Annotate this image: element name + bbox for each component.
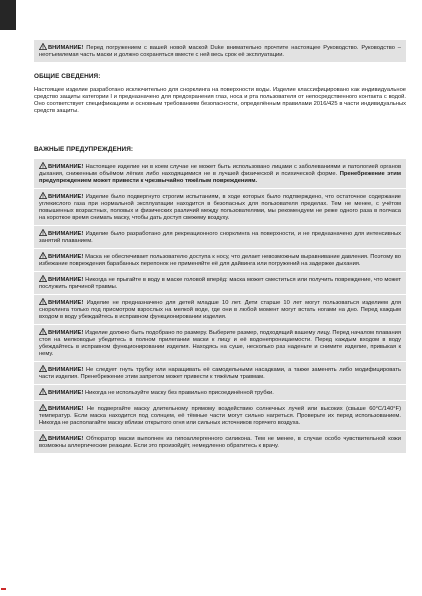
- page-corner-tab: [0, 0, 16, 30]
- warning-text: Настоящее изделие ни в коем случае не может быть использовано лицами с заболеваниями и патологией органов дыхания, сниженным объёмом лёгких либо находящимися не в лучшей физической и психической форме.: [39, 164, 401, 177]
- warning-lead: ВНИМАНИЕ!: [48, 330, 84, 336]
- warning-triangle-icon: [39, 162, 47, 169]
- intro-warning-box: [34, 40, 406, 62]
- warning-lead: ВНИМАНИЕ!: [48, 164, 84, 170]
- warning-lead: ВНИМАНИЕ!: [48, 300, 84, 306]
- warning-item: [39, 434, 401, 450]
- warning-item: [39, 275, 401, 291]
- warning-item: [39, 229, 401, 245]
- warning-item: [39, 404, 401, 427]
- warning-item: [39, 162, 401, 185]
- divider: [34, 324, 406, 325]
- divider: [34, 188, 406, 189]
- important-warnings-box: [34, 159, 406, 453]
- divider: [34, 248, 406, 249]
- warning-text: Изделие не предназначено для детей младше 10 лет. Дети старше 10 лет могут пользоваться изделием для снорклинга только под присмотром взрослых на мелкой воде, где они в любой момент могут встать ногами на дно. Перед каждым входом в воду убеждайтесь в исправном функционировании изделия.: [39, 300, 401, 320]
- divider: [34, 225, 406, 226]
- warning-triangle-icon: [39, 328, 47, 335]
- warning-triangle-icon: [39, 192, 47, 199]
- warning-triangle-icon: [39, 404, 47, 411]
- warning-item: [39, 298, 401, 321]
- warning-text: Изделие было подвергнуто строгим испытаниям, в ходе которых было подтверждено, что остаточное содержание углекислого газа при нормальной эксплуатации находится в безопасных для пользователя пределах. Тем не менее, с учётом повышенных возрастных, половых и физических различий между пользователями, мы рекомендуем не реже одного раза в полчаса на короткое время снимать маску, чтобы дать доступ свежему воздуху.: [39, 194, 401, 221]
- important-heading: ВАЖНЫЕ ПРЕДУПРЕЖДЕНИЯ:: [34, 146, 134, 153]
- warning-text: Изделие должно быть подобрано по размеру. Выберите размер, подходящий вашему лицу. Перед началом плавания стоя на мелководье убедитесь в полном прилегании маски к лицу и её водонепроницаемости. Перед каждым входом в воду убеждайтесь в исправном функционировании изделия. Находясь на суше, несколько раз наденьте и снимите изделие, привыкая к нему.: [39, 330, 402, 357]
- warning-triangle-icon: [39, 275, 47, 282]
- warning-triangle-icon: [39, 252, 47, 259]
- warning-item: [39, 192, 401, 222]
- warning-triangle-icon: [39, 365, 47, 372]
- warning-item: [39, 365, 401, 381]
- general-heading: ОБЩИЕ СВЕДЕНИЯ:: [34, 73, 101, 80]
- warning-triangle-icon: [39, 434, 47, 441]
- warning-lead: ВНИМАНИЕ!: [48, 254, 84, 260]
- warning-triangle-icon: [39, 43, 47, 50]
- warning-lead: ВНИМАНИЕ!: [48, 367, 84, 373]
- divider: [34, 294, 406, 295]
- warning-text: Не следует гнуть трубку или наращивать её самодельными насадками, а также заменять либо модифицировать части изделия. Пренебрежение этим запретом может привести к тяжёлым травмам.: [39, 367, 401, 380]
- warning-lead: ВНИМАНИЕ!: [48, 406, 84, 412]
- warning-lead: ВНИМАНИЕ!: [48, 390, 84, 396]
- divider: [34, 430, 406, 431]
- warning-item: [39, 328, 401, 358]
- intro-warning-paragraph: [39, 43, 401, 59]
- warning-text: Никогда не прыгайте в воду в маске головой вперёд: маска может сместиться или получить повреждение, что может послужить причиной травмы.: [39, 277, 401, 290]
- warning-lead: ВНИМАНИЕ!: [48, 194, 84, 200]
- warning-item: [39, 388, 401, 397]
- warning-text: Обтюратор маски выполнен из гипоаллергенного силикона. Тем не менее, в случае особо чувствительной кожи возможны аллергические реакции. Если это произойдёт, немедленно обратитесь к врачу.: [39, 436, 401, 449]
- warning-text: Никогда не используйте маску без правильно присоединённой трубки.: [85, 390, 274, 396]
- warning-triangle-icon: [39, 229, 47, 236]
- divider: [34, 400, 406, 401]
- warning-text: Не подвергайте маску длительному прямому воздействию солнечных лучей или высоких (свыше 60°C/140°F) температур. Если маска находится под солнцем, её тёмные части могут сильно нагреться. Проверьте их перед использованием. Никогда не располагайте маску вблизи открытого огня или сильных источников горячего воздуха.: [39, 406, 401, 426]
- warning-lead: ВНИМАНИЕ!: [48, 277, 84, 283]
- warning-text: Изделие было разработано для рекреационного снорклинга на поверхности, и не предназначено для интенсивных занятий плаванием.: [39, 231, 401, 244]
- warning-text: Маска не обеспечивает пользователю доступа к носу, что делает невозможным выравнивание давления. Поэтому во избежание повреждения барабанных перепонок не применяйте её для дайвинга или погружений на задержке дыхания.: [39, 254, 401, 267]
- divider: [34, 361, 406, 362]
- general-paragraph: Настоящее изделие разработано исключительно для снорклинга на поверхности воды. Изделие классифицировано как индивидуальное средство защиты категории I и предназначено для предохранения глаз, носа и рта пользователя от непосредственного контакта с водой. Оно соответствует спецификациям и основным требованиям безопасности, определённым правилами 2016/425 в части индивидуальных средств защиты.: [34, 87, 406, 114]
- warning-lead: ВНИМАНИЕ!: [48, 231, 84, 237]
- warning-text: Перед погружением с вашей новой маской Duke внимательно прочтите настоящее Руководство. Руководство – неотъемлемая часть маски и должно сохраняться вместе с ней весь срок её эксплуатации.: [39, 45, 401, 58]
- warning-item: [39, 252, 401, 268]
- warning-lead: ВНИМАНИЕ!: [48, 436, 84, 442]
- divider: [34, 271, 406, 272]
- warning-triangle-icon: [39, 388, 47, 395]
- warning-emphasis: Пренебрежение этим предупреждением может привести к чрезвычайно тяжёлым повреждениям.: [39, 171, 401, 184]
- divider: [34, 384, 406, 385]
- warning-triangle-icon: [39, 298, 47, 305]
- warning-lead: ВНИМАНИЕ!: [48, 45, 84, 51]
- corner-mark: [1, 588, 6, 590]
